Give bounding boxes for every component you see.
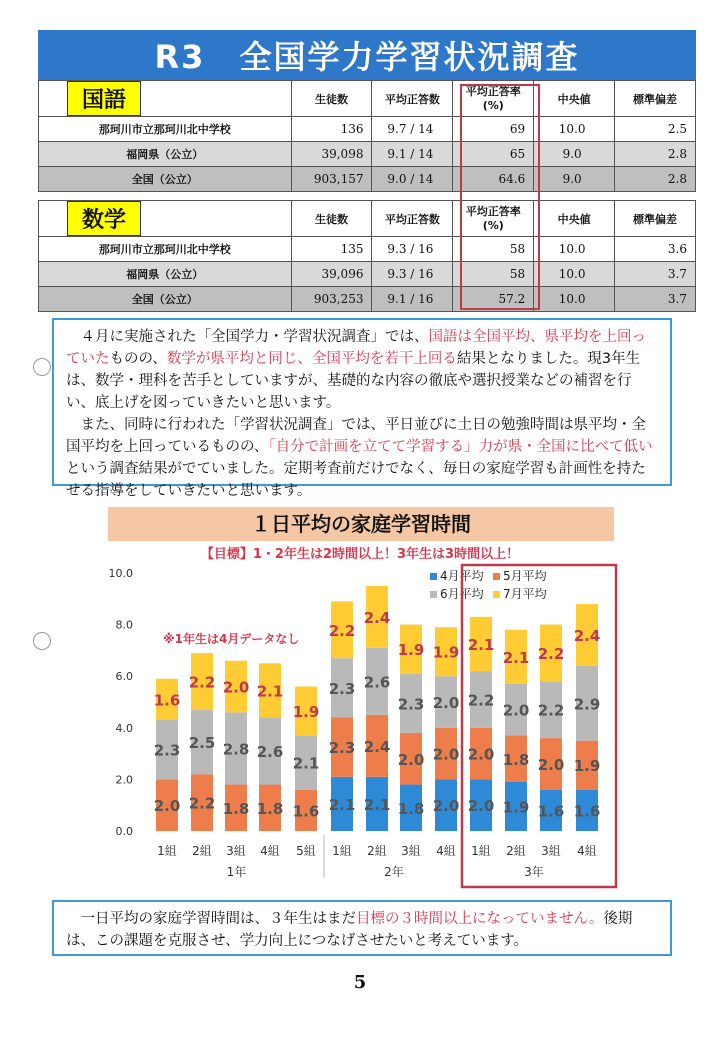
data-label: 2.0 (502, 701, 530, 720)
text-segment: 国語は全国平均、県平均を上回っていた (66, 329, 646, 367)
data-label: 1.8 (502, 750, 530, 769)
table-row: 全国（公立） 903,253 9.1 / 16 57.2 10.0 3.7 (39, 287, 696, 312)
x-tick-label: 2組 (367, 844, 387, 858)
x-tick-label: 1組 (157, 844, 177, 858)
x-tick-label: 1組 (471, 844, 491, 858)
text-segment: 数学が県平均と同じ、全国平均を若干上回る (166, 351, 457, 367)
data-label: 2.0 (153, 797, 181, 816)
subject-label: 数学 (67, 201, 141, 236)
col-header: 標準偏差 (615, 201, 696, 237)
data-label: 2.1 (292, 754, 320, 773)
page-title: R3 全国学力学習状況調査 (38, 30, 696, 80)
data-label: 2.2 (467, 691, 495, 710)
data-label: 2.8 (222, 740, 250, 759)
col-header: 平均正答率 (%) (453, 81, 534, 117)
page-number: 5 (353, 972, 367, 993)
data-label: 2.0 (467, 745, 495, 764)
legend-swatch (493, 573, 500, 580)
data-label: 2.0 (397, 750, 425, 769)
data-label: 2.1 (328, 795, 356, 814)
data-label: 2.1 (256, 682, 284, 701)
data-label: 2.6 (363, 673, 391, 692)
text1-para-1 (66, 414, 658, 502)
text-segment: 目標の３時間以上になっていません。 (356, 911, 604, 927)
data-label: 1.8 (397, 799, 425, 818)
legend-label: 7月平均 (503, 587, 547, 601)
data-label: 2.1 (502, 648, 530, 667)
table-row: 全国（公立） 903,157 9.0 / 14 64.6 9.0 2.8 (39, 167, 696, 192)
data-label: 2.3 (153, 741, 181, 760)
text-segment: という調査結果がでていました。定期考査前だけでなく、毎日の家庭学習も計画性を持たせる指導をしていきたいと思います。 (66, 461, 646, 499)
chart-target: 【目標】1・2年生は2時間以上！3年生は3時間以上！ (200, 547, 520, 562)
data-label: 1.9 (397, 641, 425, 660)
data-label: 1.9 (573, 757, 601, 776)
data-label: 2.4 (573, 626, 601, 645)
data-label: 2.3 (397, 695, 425, 714)
col-header: 中央値 (534, 81, 615, 117)
sugaku-table (38, 200, 696, 312)
data-label: 2.2 (537, 644, 565, 663)
data-label: 2.4 (363, 608, 391, 627)
text-segment: 結果となりました。現3年生は、数学・理科を苦手としていますが、基礎的な内容の徹底や選択授業などの補習を行い、底上げを図っていきたいと思います。 (66, 351, 641, 411)
data-label: 2.2 (537, 701, 565, 720)
data-label: 2.0 (432, 797, 460, 816)
data-label: 1.8 (256, 799, 284, 818)
data-label: 2.0 (432, 745, 460, 764)
data-label: 1.6 (537, 802, 565, 821)
text-segment: ものの、 (109, 351, 167, 367)
group-label: 1年 (226, 865, 247, 879)
data-label: 2.5 (188, 733, 216, 752)
conclusion-text (52, 900, 672, 956)
x-tick-label: 4組 (577, 844, 597, 858)
x-tick-label: 1組 (332, 844, 352, 858)
col-header: 生徒数 (291, 201, 372, 237)
legend-label: 6月平均 (440, 587, 484, 601)
legend-swatch (430, 591, 437, 598)
table-row: 那珂川市立那珂川北中学校 135 9.3 / 16 58 10.0 3.6 (39, 237, 696, 262)
data-label: 1.9 (502, 798, 530, 817)
y-tick-label: 10.0 (108, 567, 133, 580)
rate-column-highlight (460, 84, 540, 310)
x-tick-label: 2組 (506, 844, 526, 858)
y-tick-label: 8.0 (115, 618, 133, 632)
data-label: 1.9 (432, 643, 460, 662)
data-label: 2.3 (328, 679, 356, 698)
text-segment: ４月に実施された「全国学力・学習状況調査」では、 (80, 329, 429, 345)
col-header: 標準偏差 (615, 81, 696, 117)
col-header: 平均正答率 (%) (453, 201, 534, 237)
legend-label: 4月平均 (440, 569, 484, 583)
punch-hole (33, 358, 51, 376)
subject-label: 国語 (67, 81, 141, 116)
x-tick-label: 3組 (541, 844, 561, 858)
legend-label: 5月平均 (503, 569, 547, 583)
data-label: 2.9 (573, 695, 601, 714)
data-label: 2.0 (222, 678, 250, 697)
y-tick-label: 4.0 (115, 721, 133, 735)
col-header: 生徒数 (291, 81, 372, 117)
data-label: 1.6 (153, 691, 181, 710)
table-row: 福岡県（公立） 39,096 9.3 / 16 58 10.0 3.7 (39, 262, 696, 287)
data-label: 2.1 (363, 795, 391, 814)
x-tick-label: 2組 (192, 844, 212, 858)
data-label: 1.6 (573, 802, 601, 821)
data-label: 2.6 (256, 743, 284, 762)
data-label: 1.6 (292, 802, 320, 821)
col-header: 中央値 (534, 201, 615, 237)
legend-swatch (430, 573, 437, 580)
summary-text (52, 318, 672, 499)
data-label: 2.2 (188, 794, 216, 813)
data-label: 1.8 (222, 799, 250, 818)
chart-note: ※1年生は4月データなし (163, 632, 300, 646)
table-row: 那珂川市立那珂川北中学校 136 9.7 / 14 69 10.0 2.5 (39, 117, 696, 142)
group-label: 3年 (524, 865, 544, 879)
kokugo-table (38, 80, 696, 192)
x-tick-label: 5組 (296, 844, 316, 858)
text-segment: また、同時に行われた「学習状況調査」では、平日並びに土日の勉強時間は県平均・全国平均を上回っているものの、 (66, 417, 646, 455)
data-label: 2.2 (188, 673, 216, 692)
text-segment: 「自分で計画を立てて学習する」力が県・全国に比べて低い (268, 439, 653, 455)
text2-para (66, 908, 658, 952)
x-tick-label: 4組 (260, 844, 280, 858)
y-tick-label: 2.0 (115, 773, 133, 787)
y-tick-label: 6.0 (115, 670, 133, 684)
text1-para-0 (66, 326, 658, 414)
col-header: 平均正答数 (372, 201, 453, 237)
data-label: 2.0 (432, 694, 460, 712)
y-tick-label: 0.0 (115, 825, 133, 838)
x-tick-label: 3組 (226, 844, 246, 858)
data-label: 2.0 (467, 797, 495, 816)
x-tick-label: 3組 (401, 844, 421, 858)
text-segment: 一日平均の家庭学習時間は、３年生はまだ (80, 911, 356, 927)
text-segment: 後期は、この課題を克服させ、学力向上につなげさせたいと考えています。 (66, 911, 633, 949)
chart-title: １日平均の家庭学習時間 (108, 507, 614, 541)
study-time-chart (0, 560, 720, 895)
col-header: 平均正答数 (372, 81, 453, 117)
data-label: 2.0 (537, 755, 565, 774)
data-label: 2.3 (328, 739, 356, 758)
group-label: 2年 (384, 865, 404, 879)
punch-hole (33, 632, 51, 650)
x-tick-label: 4組 (436, 844, 456, 858)
data-label: 1.9 (292, 703, 320, 722)
table-row: 福岡県（公立） 39,098 9.1 / 14 65 9.0 2.8 (39, 142, 696, 167)
data-label: 2.2 (328, 621, 356, 640)
legend-swatch (493, 591, 500, 598)
data-label: 2.1 (467, 635, 495, 654)
data-label: 2.4 (363, 737, 391, 756)
